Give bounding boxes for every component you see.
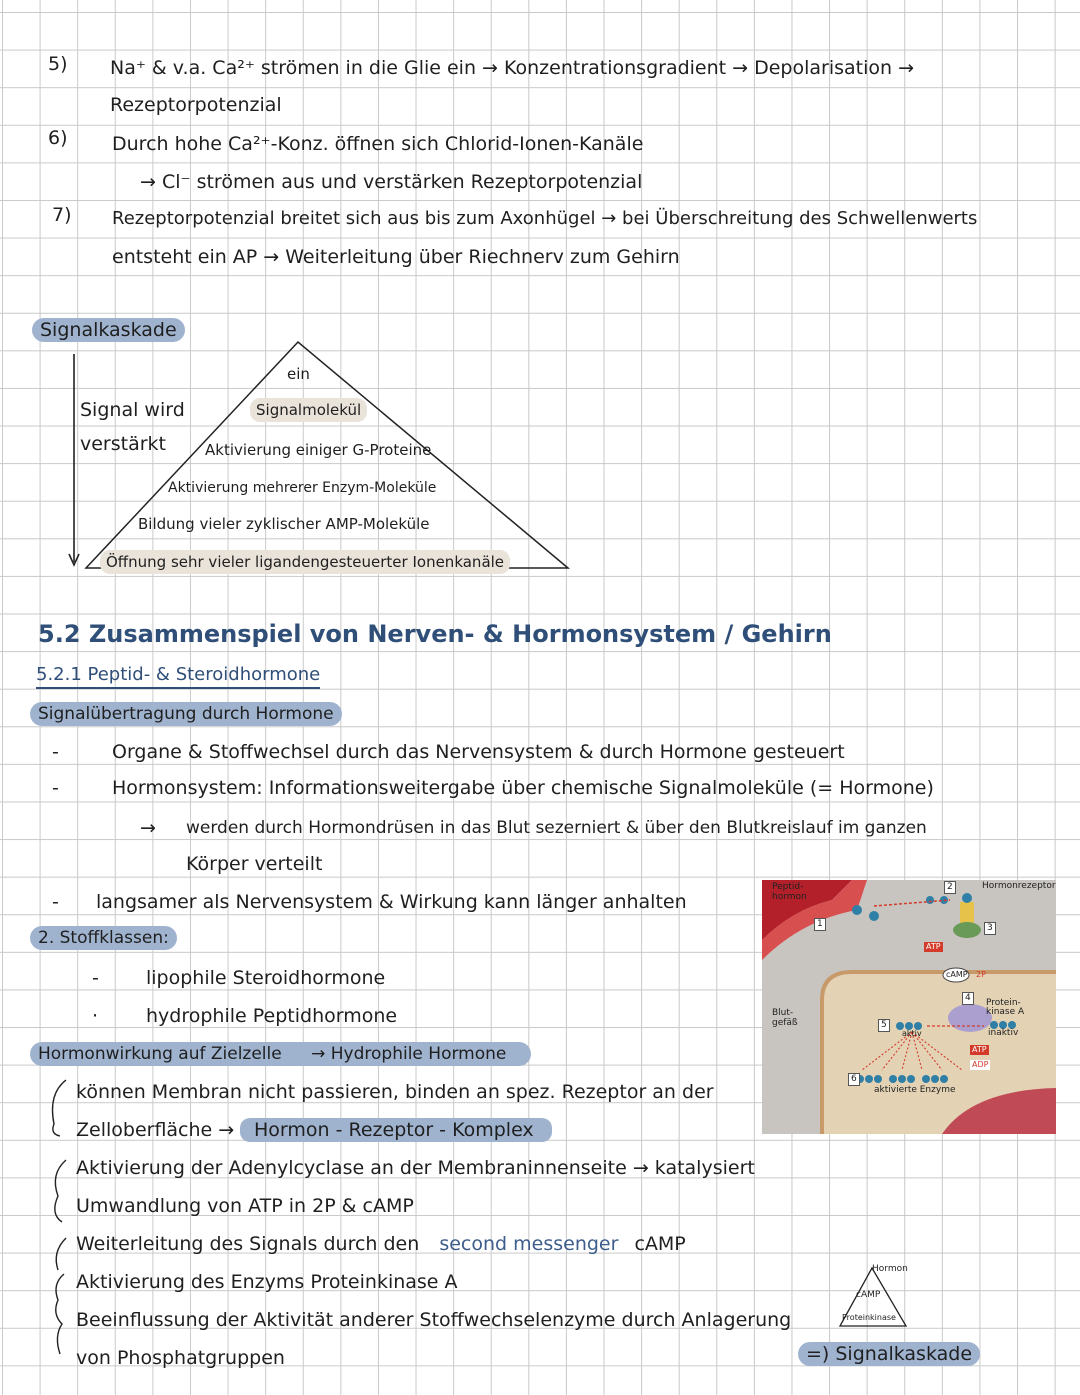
fig-label-hormon: hormon <box>772 892 807 902</box>
section-subtitle: 5.2.1 Peptid- & Steroidhormone <box>36 663 320 689</box>
heading-hormone-action-b: → Hydrophile Hormone <box>311 1044 507 1064</box>
signal-cascade-result: =) Signalkaskade <box>798 1342 980 1366</box>
text-line-5a: Na⁺ & v.a. Ca²⁺ strömen in die Glie ein → Konzentrationsgradient → Depolarisation → <box>110 57 915 79</box>
action-line-3: Aktivierung der Adenylcyclase an der Membraninnenseite → katalysiert <box>76 1157 755 1179</box>
fig-step-1: 1 <box>814 918 826 931</box>
action-line-2a: Zelloberfläche → <box>76 1119 235 1141</box>
item-number-6: 6) <box>48 127 68 149</box>
fig-label-enzymes: aktivierte Enzyme <box>874 1085 956 1095</box>
fig-label-inaktiv: inaktiv <box>988 1028 1019 1038</box>
heading-hormone-action-a: Hormonwirkung auf Zielzelle <box>38 1044 282 1064</box>
fig-label-blut: Blut- <box>772 1008 794 1018</box>
action-line-8: von Phosphatgruppen <box>76 1347 285 1369</box>
mini-triangle-bot: Proteinkinase <box>842 1313 896 1322</box>
fig-step-6: 6 <box>848 1073 860 1086</box>
arrow-marker: → <box>140 817 156 839</box>
cascade-level-4: Aktivierung mehrerer Enzym-Moleküle <box>168 480 437 496</box>
fig-label-aktiv: aktiv <box>902 1029 922 1038</box>
cascade-level-3: Aktivierung einiger G-Proteine <box>205 441 432 459</box>
fig-label-peptid: Peptid- <box>772 882 804 892</box>
fig-label-gefaess: gefäß <box>772 1018 798 1028</box>
bullet-2a-text: werden durch Hormondrüsen in das Blut sezerniert & über den Blutkreislauf im ganzen <box>186 818 927 838</box>
section-title: 5.2 Zusammenspiel von Nerven- & Hormonsystem / Gehirn <box>38 620 832 648</box>
cascade-level-1: ein <box>287 365 310 383</box>
action-line-5 <box>76 1232 686 1256</box>
fig-step-5: 5 <box>878 1019 890 1032</box>
bullet-2-text: Hormonsystem: Informationsweitergabe über chemische Signalmoleküle (= Hormone) <box>112 777 934 799</box>
text-line-6a: Durch hohe Ca²⁺-Konz. öffnen sich Chlorid-Ionen-Kanäle <box>112 133 644 155</box>
bullet-3-text: langsamer als Nervensystem & Wirkung kann länger anhalten <box>96 891 687 913</box>
bullet-dot: · <box>92 1005 99 1027</box>
fig-step-2: 2 <box>944 881 956 894</box>
action-line-5a: Weiterleitung des Signals durch den <box>76 1233 420 1255</box>
bullet-2b-text: Körper verteilt <box>186 853 323 875</box>
bullet-dash: - <box>52 891 59 913</box>
text-line-5b: Rezeptorpotenzial <box>110 94 282 116</box>
cascade-heading: Signalkaskade <box>32 318 185 342</box>
cascade-level-6: Öffnung sehr vieler ligandengesteuerter Ionenkanäle <box>100 550 510 574</box>
fig-label-atp: ATP <box>926 942 941 951</box>
cascade-level-2: Signalmolekül <box>250 398 367 422</box>
bullet-dash: - <box>92 967 99 989</box>
fig-label-receptor: Hormonrezeptor <box>982 881 1056 891</box>
text-line-7b: entsteht ein AP → Weiterleitung über Riechnerv zum Gehirn <box>112 246 680 268</box>
item-number-7: 7) <box>52 204 72 226</box>
fig-label-adp: ADP <box>972 1060 989 1069</box>
action-line-6: Aktivierung des Enzyms Proteinkinase A <box>76 1271 458 1293</box>
cascade-level-5: Bildung vieler zyklischer AMP-Moleküle <box>138 515 430 533</box>
fig-label-pka-2: kinase A <box>986 1007 1025 1017</box>
bullet-dash: - <box>52 741 59 763</box>
hormone-figure <box>762 880 1056 1134</box>
fig-step-4: 4 <box>962 992 974 1005</box>
bullet-dash: - <box>52 777 59 799</box>
fig-label-camp: cAMP <box>946 970 968 979</box>
fig-label-atp-2: ATP <box>972 1045 987 1054</box>
class-1-text: lipophile Steroidhormone <box>146 967 386 989</box>
hormone-receptor-complex: Hormon - Rezeptor - Komplex <box>240 1118 552 1142</box>
cascade-side-text-2: verstärkt <box>80 433 167 455</box>
bullet-1-text: Organe & Stoffwechsel durch das Nervensystem & durch Hormone gesteuert <box>112 741 845 763</box>
mini-triangle-top: Hormon <box>872 1264 908 1274</box>
class-2-text: hydrophile Peptidhormone <box>146 1005 398 1027</box>
action-line-7: Beeinflussung der Aktivität anderer Stoffwechselenzyme durch Anlagerung <box>76 1309 792 1331</box>
bracket-lines <box>40 1074 80 1374</box>
fig-step-3: 3 <box>984 922 996 935</box>
text-line-7a: Rezeptorpotenzial breitet sich aus bis zum Axonhügel → bei Überschreitung des Schwellenwerts <box>112 208 978 229</box>
mini-triangle-mid: cAMP <box>856 1290 881 1300</box>
cascade-side-text-1: Signal wird <box>80 399 185 421</box>
fig-label-2p: 2P <box>976 970 986 979</box>
second-messenger-text: second messenger <box>439 1233 619 1255</box>
fig-label-pka-1: Protein- <box>986 998 1021 1008</box>
heading-signal-transfer: Signalübertragung durch Hormone <box>30 702 342 726</box>
heading-substance-classes: 2. Stoffklassen: <box>30 926 177 950</box>
action-line-1: können Membran nicht passieren, binden an spez. Rezeptor an der <box>76 1081 714 1103</box>
item-number-5: 5) <box>48 53 68 75</box>
action-line-4: Umwandlung von ATP in 2P & cAMP <box>76 1195 414 1217</box>
heading-hormone-action <box>30 1042 531 1066</box>
text-line-6b: → Cl⁻ strömen aus und verstärken Rezeptorpotenzial <box>140 171 643 193</box>
action-line-5c: cAMP <box>634 1233 686 1255</box>
